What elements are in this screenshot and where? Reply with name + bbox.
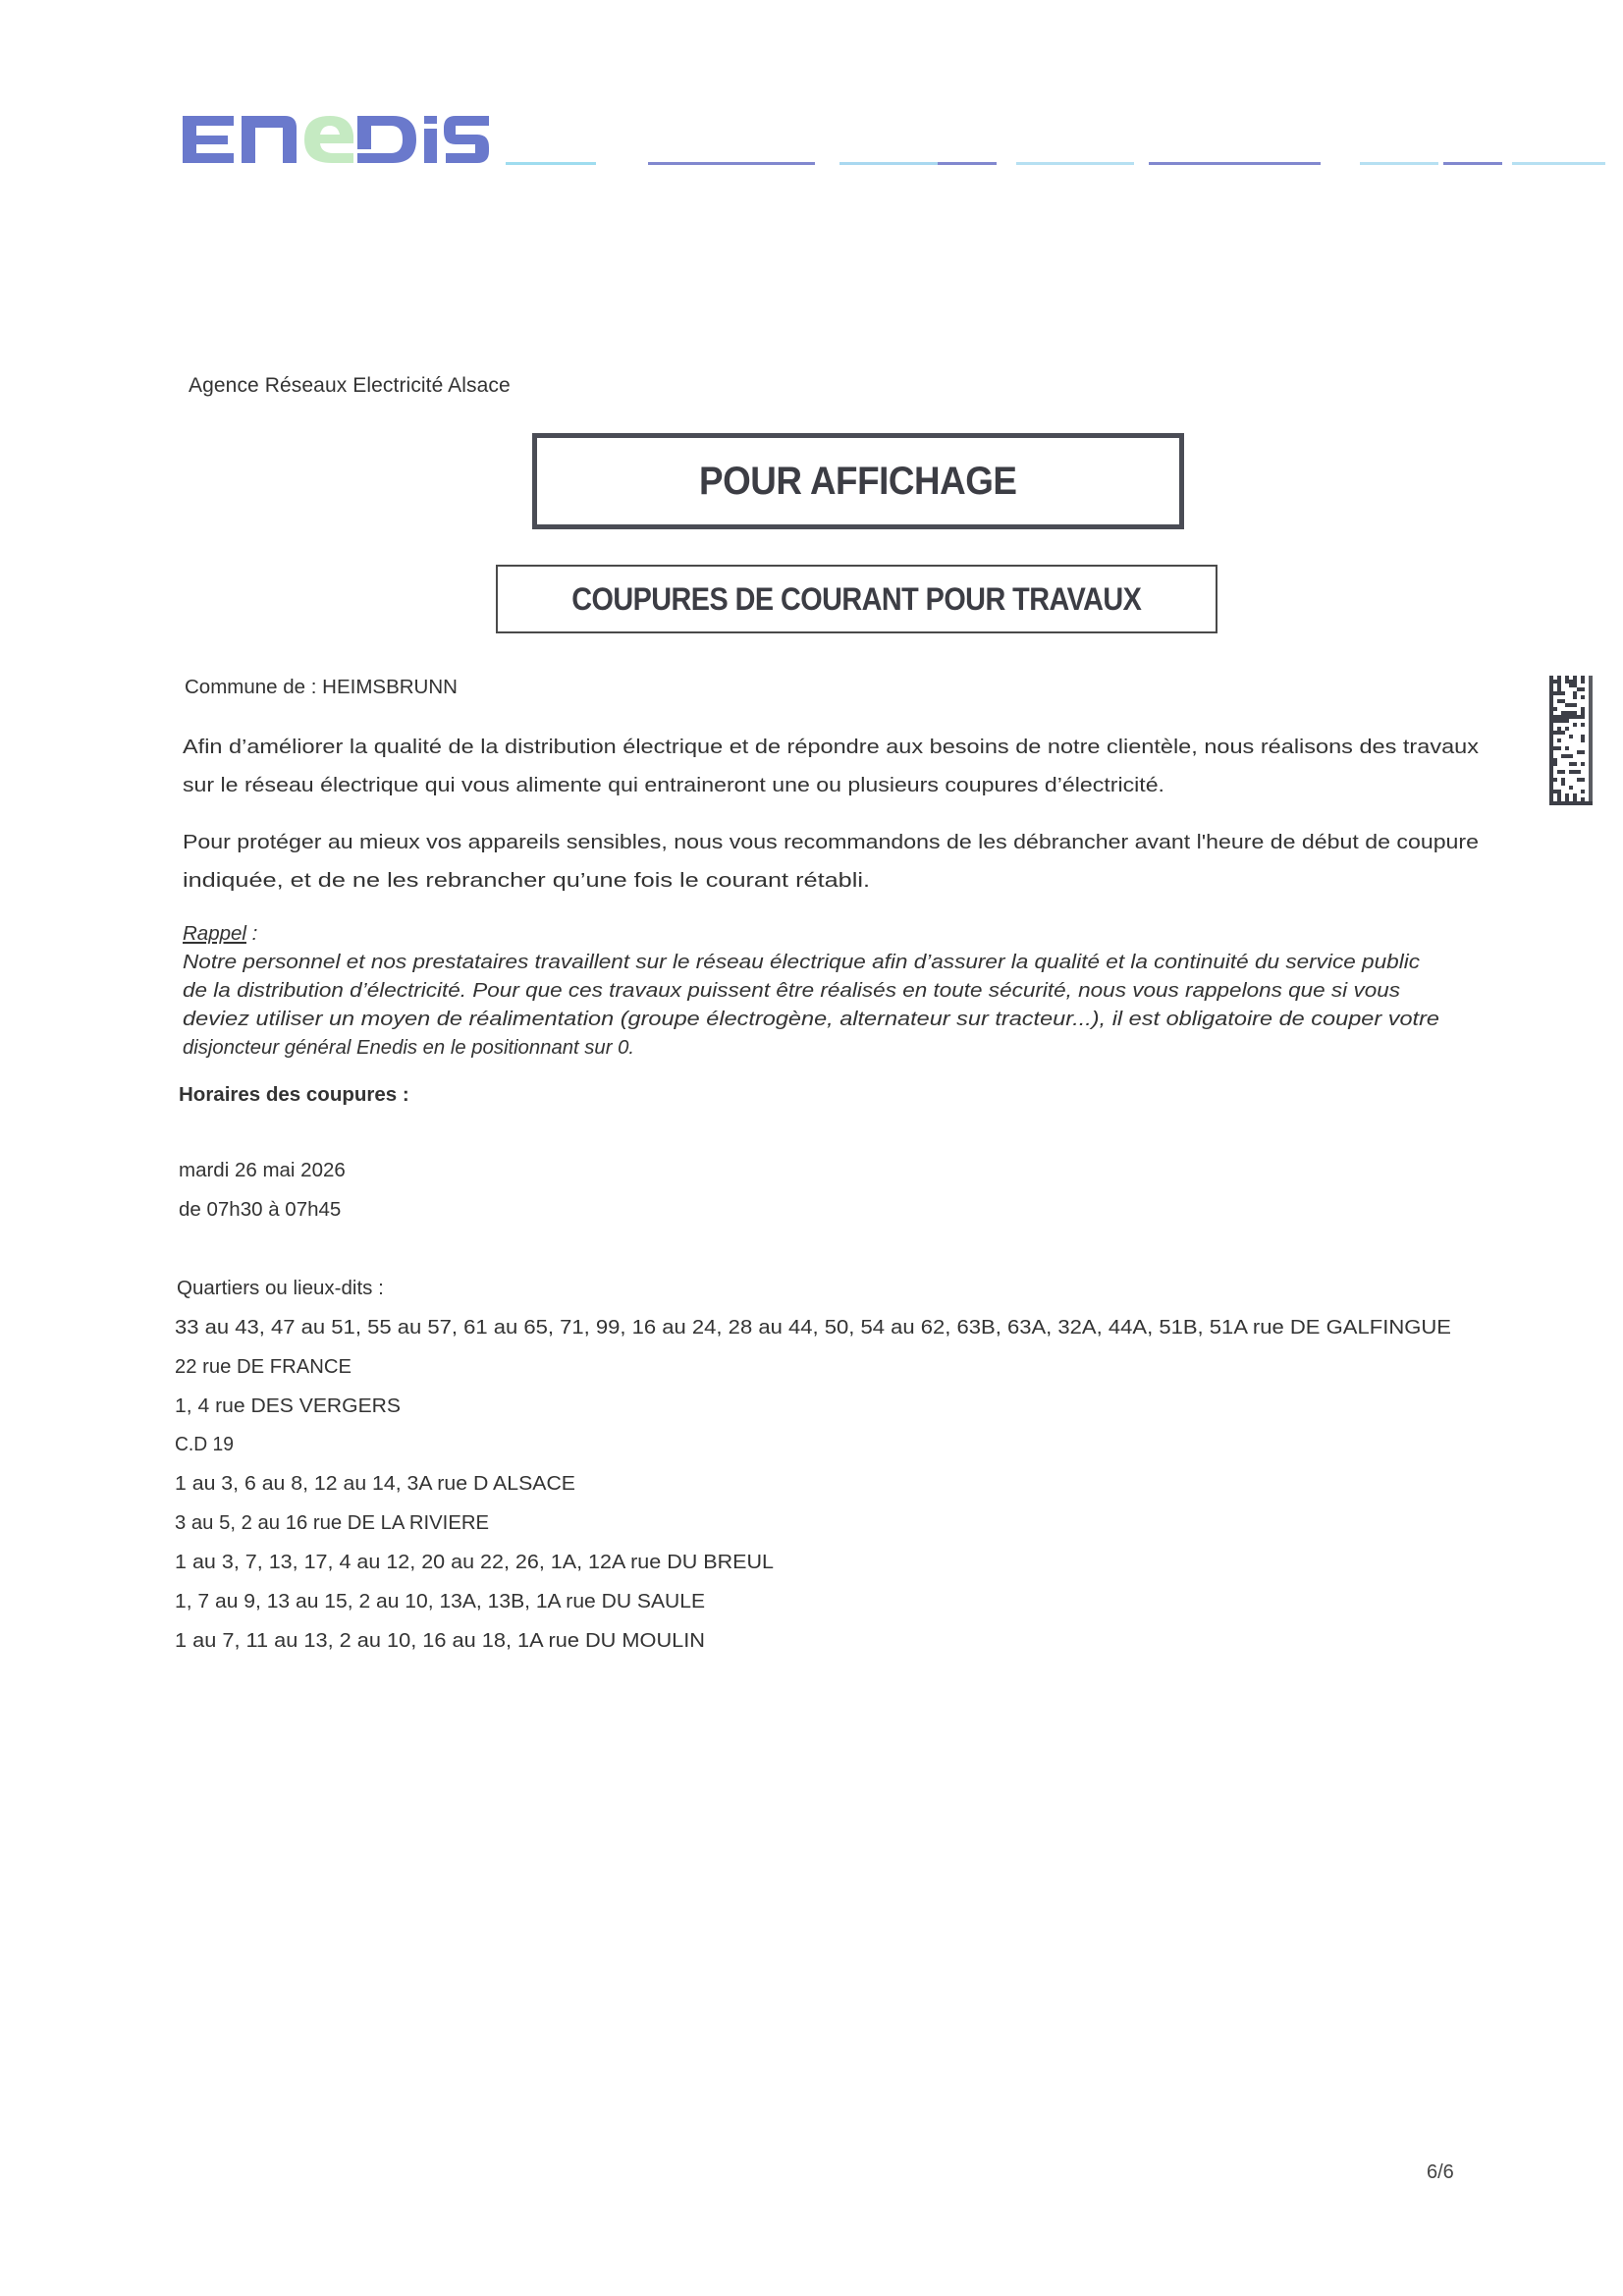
schedule-date: mardi 26 mai 2026 (179, 1159, 346, 1181)
intro-line-1: Afin d’améliorer la qualité de la distribution électrique et de répondre aux besoins de notre clientèle, nous réalisons des travaux (183, 736, 1479, 758)
rappel-line-1: Notre personnel et nos prestataires travaillent sur le réseau électrique afin d’assurer la qualité et la continuité du service public (183, 951, 1420, 973)
rappel-title: Rappel (183, 922, 246, 945)
location-item: C.D 19 (175, 1433, 234, 1455)
schedule-time: de 07h30 à 07h45 (179, 1198, 342, 1221)
title-main: POUR AFFICHAGE (699, 459, 1017, 503)
title-sub: COUPURES DE COURANT POUR TRAVAUX (571, 580, 1142, 617)
rappel-line-3: deviez utiliser un moyen de réalimentation (groupe électrogène, alternateur sur tracteur...), il est obligatoire de couper votre (183, 1008, 1439, 1030)
datamatrix-icon (1549, 676, 1593, 805)
page-number: 6/6 (1427, 2161, 1454, 2183)
enedis-logo (177, 110, 491, 169)
enedis-logo-icon (177, 110, 491, 169)
location-item: 1 au 3, 7, 13, 17, 4 au 12, 20 au 22, 26, 1A, 12A rue DU BREUL (175, 1551, 774, 1573)
title-box-sub (496, 565, 1217, 633)
commune-label: Commune de : HEIMSBRUNN (185, 676, 458, 698)
rappel-heading (183, 919, 1307, 948)
advice-paragraph (183, 823, 1479, 900)
location-item: 1 au 3, 6 au 8, 12 au 14, 3A rue D ALSACE (175, 1472, 575, 1495)
advice-line-2: indiquée, et de ne les rebrancher qu’une fois le courant rétabli. (183, 869, 870, 892)
location-item: 22 rue DE FRANCE (175, 1355, 352, 1378)
rappel-line-2: de la distribution d’électricité. Pour que ces travaux puissent être réalisés en toute sécurité, nous vous rappelons que si vous (183, 979, 1400, 1002)
location-item: 33 au 43, 47 au 51, 55 au 57, 61 au 65, 71, 99, 16 au 24, 28 au 44, 50, 54 au 62, 63B, 63A, 32A, 44A, 51B, 51A rue DE GALFINGUE (175, 1316, 1451, 1339)
intro-line-2: sur le réseau électrique qui vous alimente qui entraineront une ou plusieurs coupures d’électricité. (183, 774, 1164, 796)
location-item: 1, 7 au 9, 13 au 15, 2 au 10, 13A, 13B, 1A rue DU SAULE (175, 1590, 705, 1613)
rappel-line-4: disjoncteur général Enedis en le positionnant sur 0. (183, 1036, 634, 1059)
location-item: 1, 4 rue DES VERGERS (175, 1394, 401, 1417)
header-rule (506, 162, 1605, 166)
rappel-colon: : (245, 922, 258, 945)
schedule-heading: Horaires des coupures : (179, 1083, 409, 1106)
datamatrix-code (1549, 676, 1593, 805)
location-item: 3 au 5, 2 au 16 rue DE LA RIVIERE (175, 1511, 489, 1534)
locations-heading: Quartiers ou lieux-dits : (177, 1277, 384, 1299)
advice-line-1: Pour protéger au mieux vos appareils sensibles, nous vous recommandons de les débrancher avant l'heure de début de coupure (183, 831, 1479, 853)
intro-paragraph (183, 728, 1479, 804)
location-item: 1 au 7, 11 au 13, 2 au 10, 16 au 18, 1A rue DU MOULIN (175, 1629, 705, 1652)
agency-name: Agence Réseaux Electricité Alsace (189, 374, 511, 397)
rappel-block (183, 919, 1439, 1062)
title-box-main (532, 433, 1184, 529)
